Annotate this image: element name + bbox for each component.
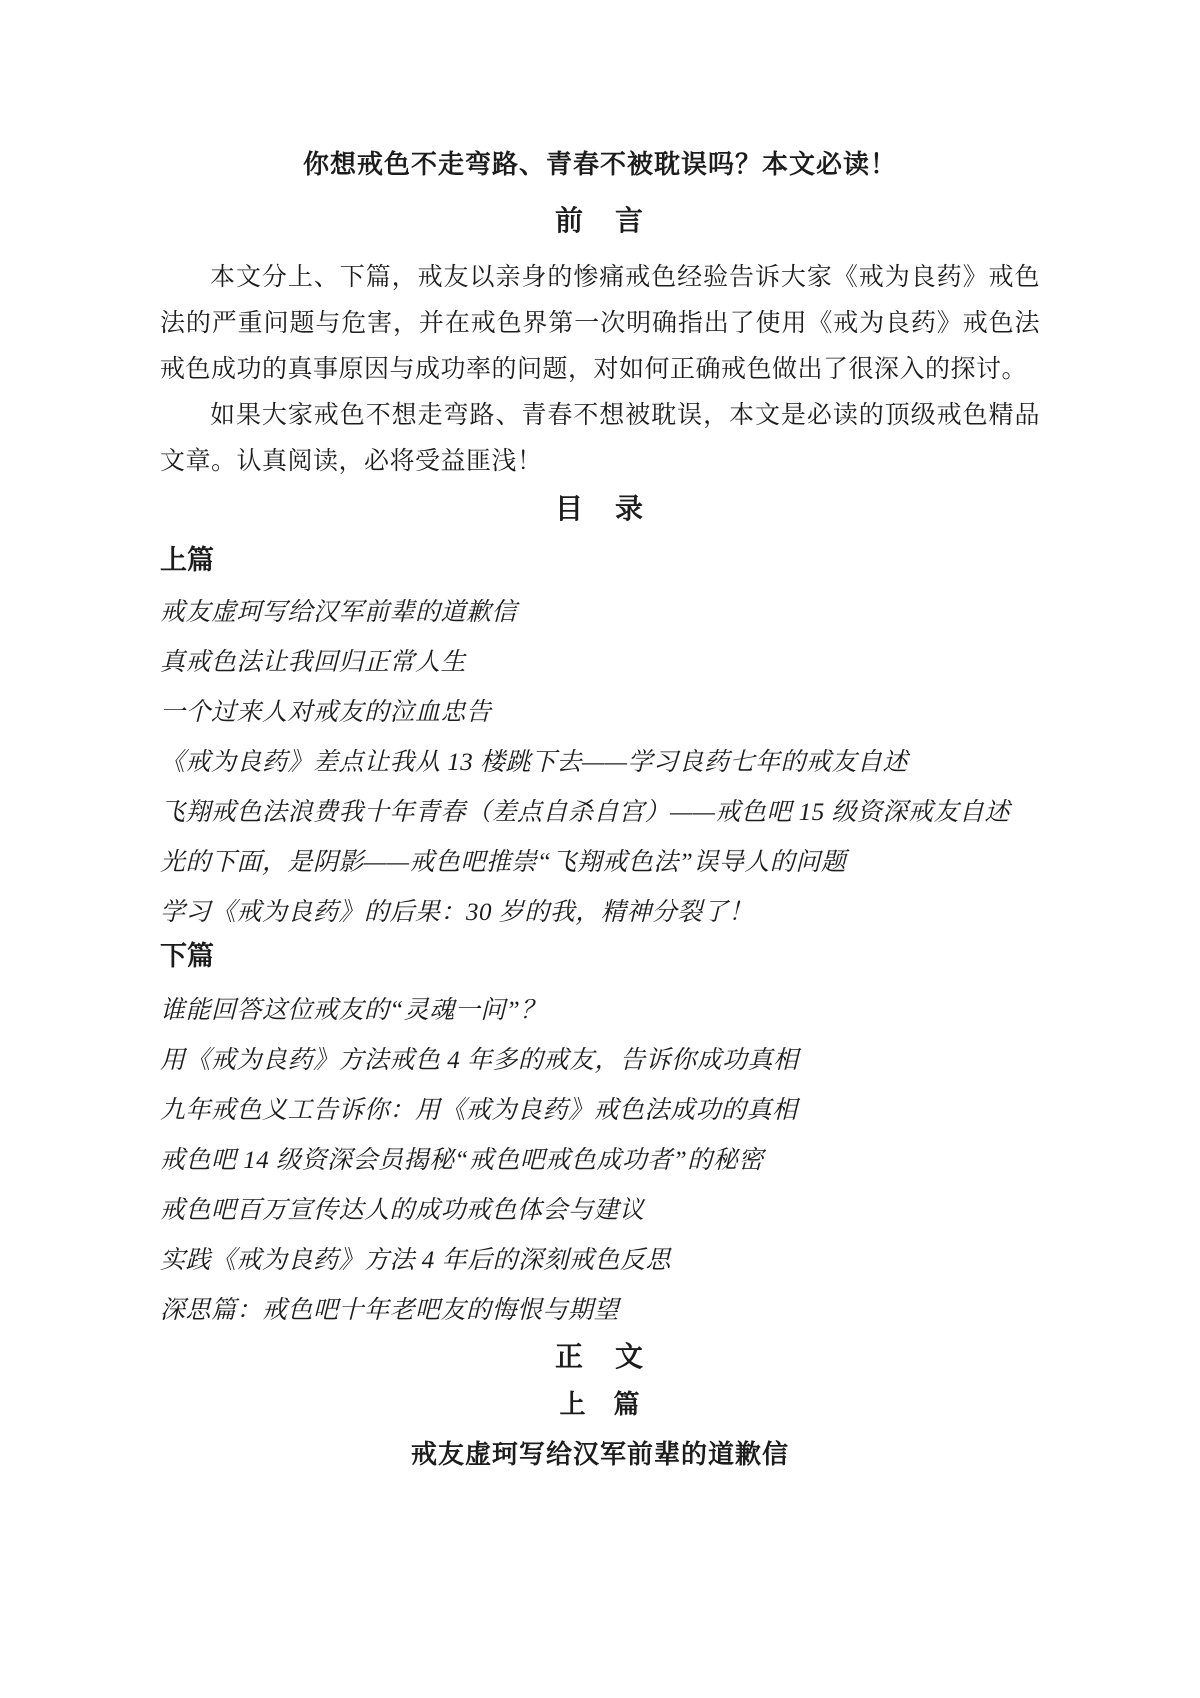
preface-paragraph-2: 如果大家戒色不想走弯路、青春不想被耽误，本文是必读的顶级戒色精品文章。认真阅读，必将受益匪浅！ bbox=[160, 402, 1040, 475]
toc-part2-label: 下篇 bbox=[160, 941, 214, 971]
toc-part2-item-5: 戒色吧百万宣传达人的成功戒色体会与建议 bbox=[160, 1197, 645, 1224]
toc-part1-label: 上篇 bbox=[160, 545, 214, 575]
toc-part1-list bbox=[160, 585, 1040, 935]
toc-part1-item-5: 飞翔戒色法浪费我十年青春（差点自杀自宫）——戒色吧 15 级资深戒友自述 bbox=[160, 799, 1010, 826]
toc-part1-item-4: 《戒为良药》差点让我从 13 楼跳下去——学习良药七年的戒友自述 bbox=[160, 749, 908, 776]
preface-paragraph-1: 本文分上、下篇，戒友以亲身的惨痛戒色经验告诉大家《戒为良药》戒色法的严重问题与危害，并在戒色界第一次明确指出了使用《戒为良药》戒色法戒色成功的真事原因与成功率的问题，对如何正确戒色做出了很深入的探讨。 bbox=[160, 264, 1040, 383]
toc-part2-item-2: 用《戒为良药》方法戒色 4 年多的戒友，告诉你成功真相 bbox=[160, 1047, 799, 1074]
chapter-title: 戒友虚珂写给汉军前辈的道歉信 bbox=[410, 1440, 789, 1469]
toc-part2-item-1: 谁能回答这位戒友的“灵魂一问”？ bbox=[160, 997, 546, 1024]
toc-part2-item-7: 深思篇：戒色吧十年老吧友的悔恨与期望 bbox=[160, 1297, 620, 1324]
toc-part1-item-7: 学习《戒为良药》的后果：30 岁的我，精神分裂了！ bbox=[160, 899, 754, 926]
toc-part2-item-3: 九年戒色义工告诉你：用《戒为良药》戒色法成功的真相 bbox=[160, 1097, 798, 1124]
toc-part1-item-2: 真戒色法让我回归正常人生 bbox=[160, 649, 467, 676]
toc-part2-item-6: 实践《戒为良药》方法 4 年后的深刻戒色反思 bbox=[160, 1247, 672, 1274]
toc-part1-item-1: 戒友虚珂写给汉军前辈的道歉信 bbox=[160, 599, 518, 626]
toc-heading: 目 录 bbox=[554, 494, 645, 525]
main-text-heading: 正 文 bbox=[554, 1342, 645, 1373]
preface-heading: 前 言 bbox=[554, 206, 645, 237]
document-title: 你想戒色不走弯路、青春不被耽误吗？本文必读！ bbox=[302, 150, 897, 179]
toc-part1-item-3: 一个过来人对戒友的泣血忠告 bbox=[160, 699, 492, 726]
toc-part2-list bbox=[160, 983, 1040, 1333]
toc-part2-item-4: 戒色吧 14 级资深会员揭秘“戒色吧戒色成功者”的秘密 bbox=[160, 1147, 764, 1174]
main-part-heading: 上 篇 bbox=[559, 1390, 641, 1419]
toc-part1-item-6: 光的下面，是阴影——戒色吧推崇“飞翔戒色法”误导人的问题 bbox=[160, 849, 847, 876]
